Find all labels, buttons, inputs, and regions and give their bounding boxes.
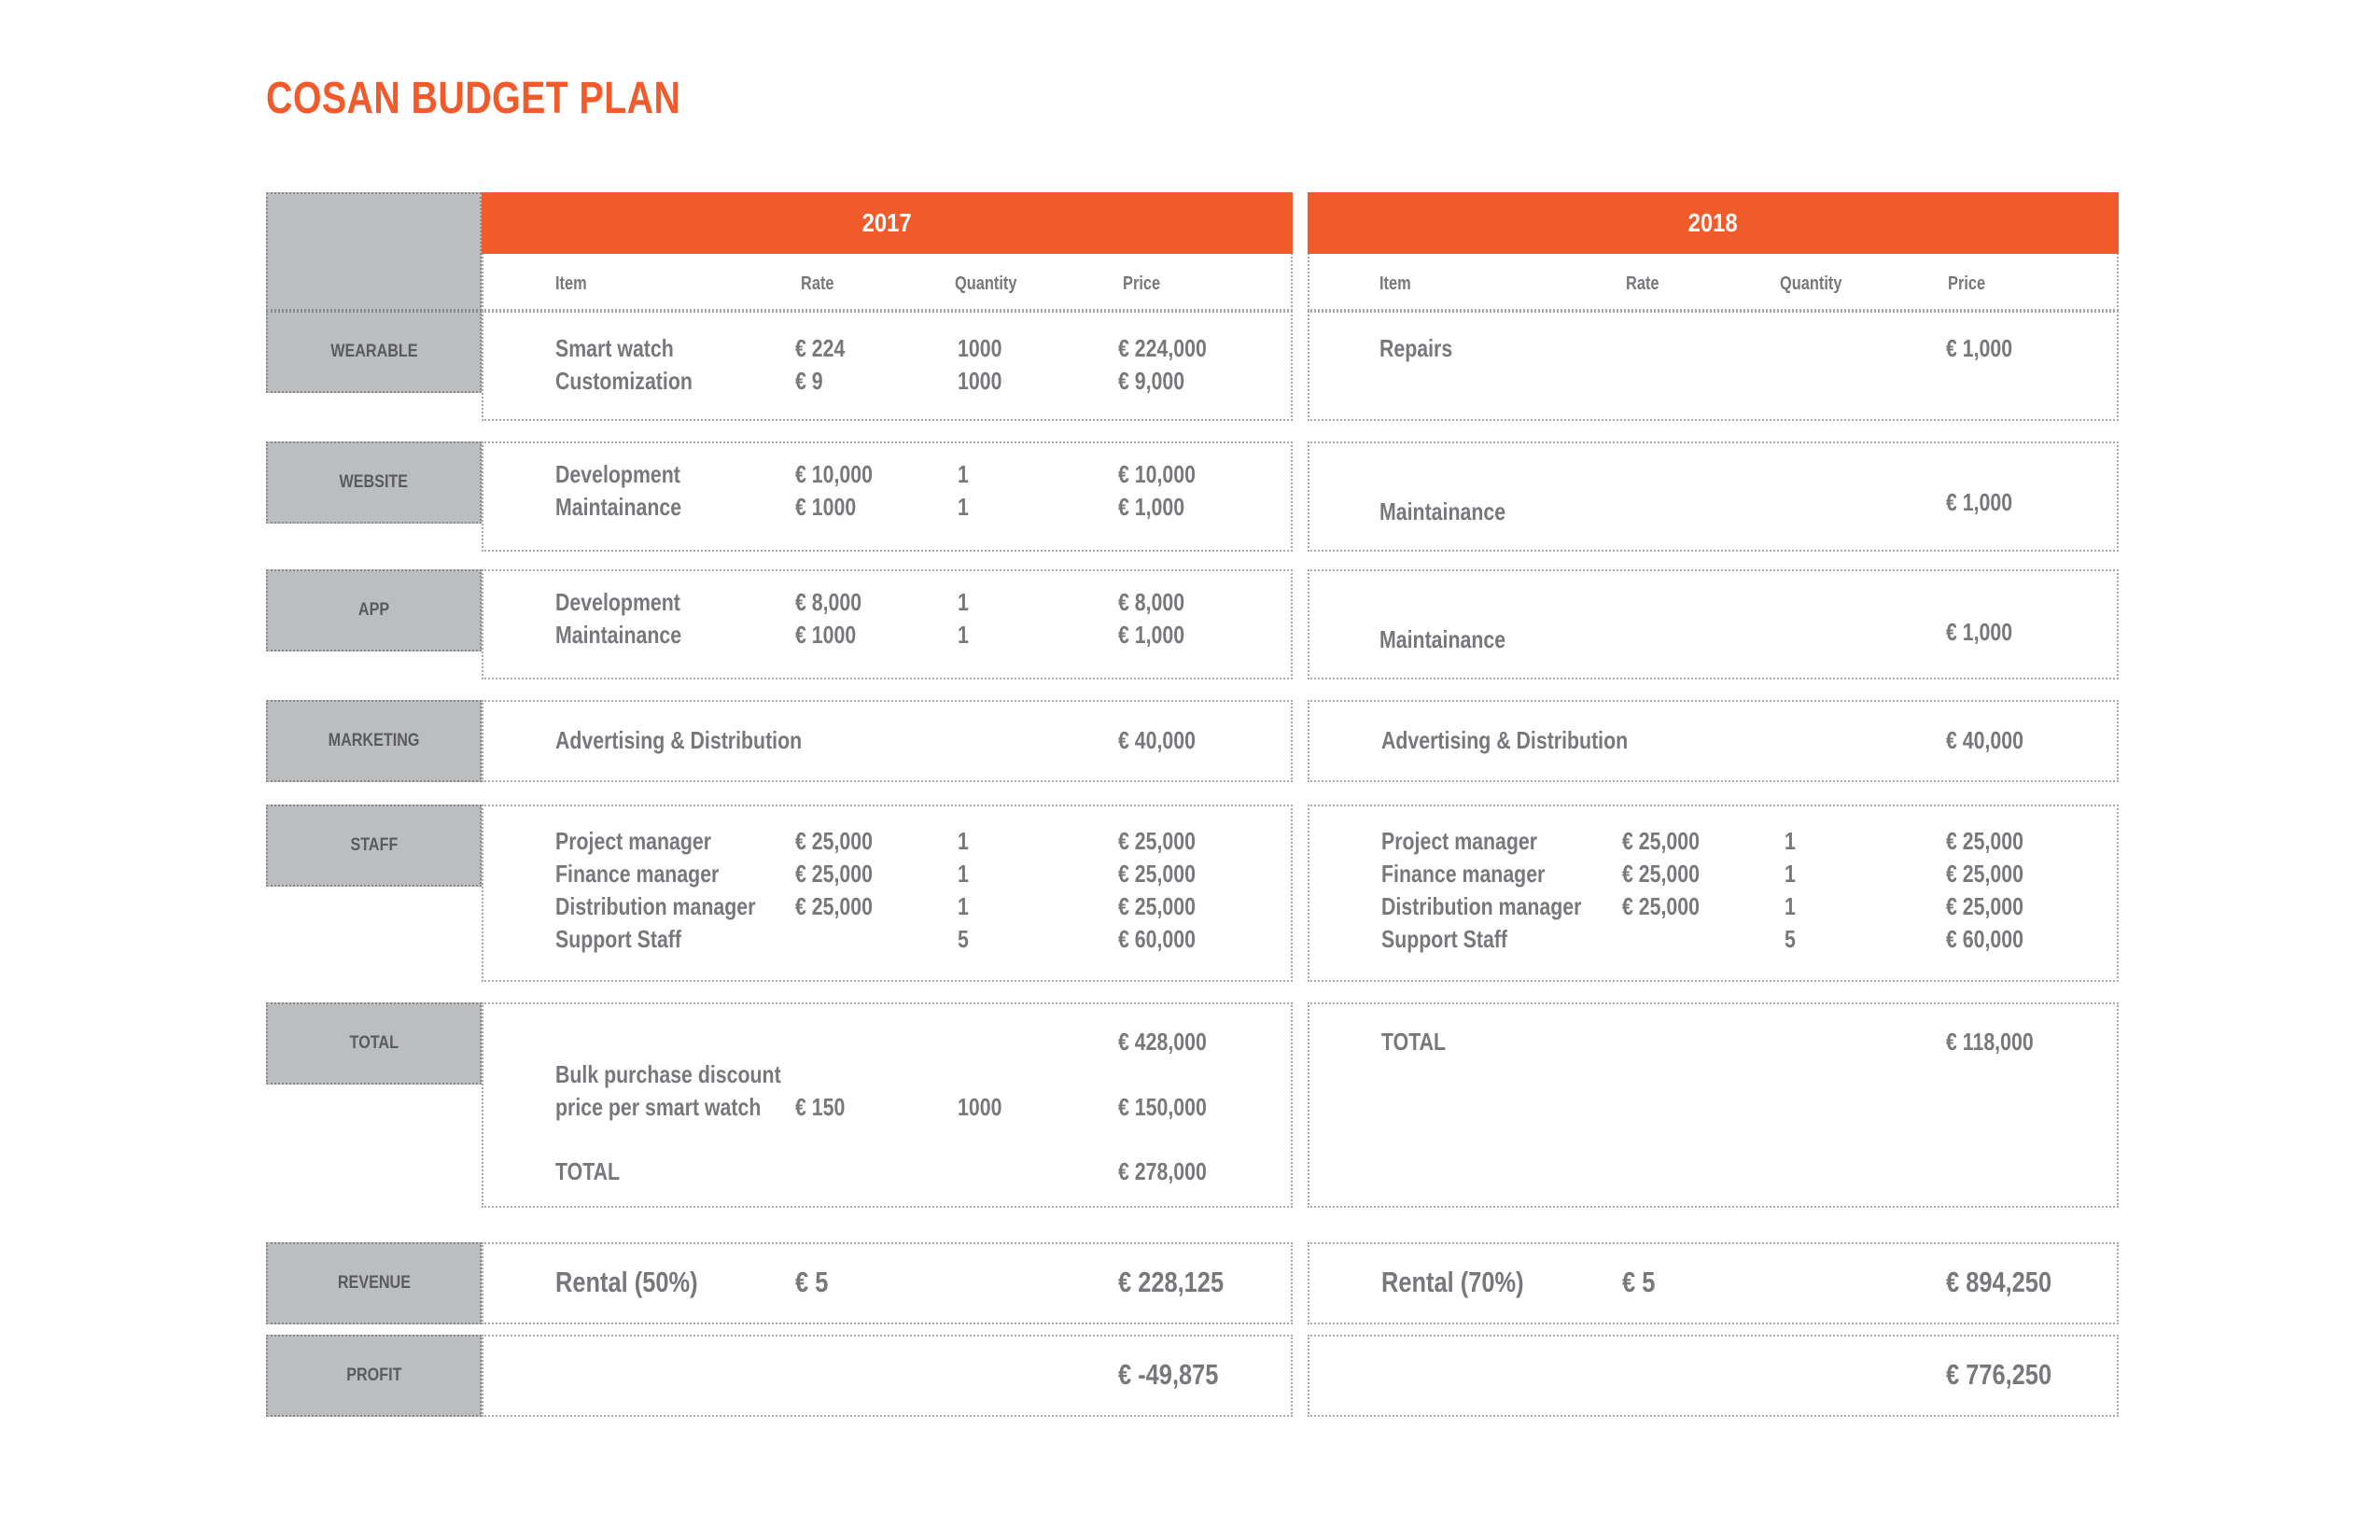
category-total: TOTAL: [266, 1002, 482, 1085]
line-item-name: Development: [555, 460, 680, 488]
year-header-2018: 2018: [1308, 192, 2119, 254]
category-website: WEBSITE: [266, 441, 482, 524]
line-item-rate: € 25,000: [1622, 827, 1700, 855]
category-app: APP: [266, 569, 482, 651]
line-item-price: € 1,000: [1946, 334, 2013, 362]
line-item-price: € 25,000: [1946, 827, 2023, 855]
line-item-name: Maintainance: [555, 493, 682, 521]
col-header-item: Item: [555, 273, 587, 294]
line-item-rate: € 25,000: [1622, 860, 1700, 888]
discount-rate: € 150: [795, 1093, 846, 1121]
total-label: TOTAL: [1381, 1028, 1447, 1056]
page-title: COSAN BUDGET PLAN: [266, 74, 681, 123]
line-item-name: Project manager: [555, 827, 712, 855]
line-item-name: Support Staff: [1381, 925, 1508, 953]
discount-label: Bulk purchase discount: [555, 1060, 781, 1088]
line-item-name: Advertising & Distribution: [1381, 726, 1629, 754]
col-header-quantity: Quantity: [955, 273, 1017, 294]
col-header-price: Price: [1123, 273, 1161, 294]
line-item-name: Maintainance: [1379, 497, 1506, 525]
line-item-qty: 1000: [958, 334, 1002, 362]
line-item-price: € 60,000: [1946, 925, 2023, 953]
line-item-name: Advertising & Distribution: [555, 726, 803, 754]
category-profit: PROFIT: [266, 1335, 482, 1417]
line-item-price: € 1,000: [1118, 493, 1185, 521]
line-item-qty: 1000: [958, 367, 1002, 395]
col-header-price: Price: [1948, 273, 1986, 294]
line-item-name: Finance manager: [555, 860, 720, 888]
line-item-name: Maintainance: [555, 621, 682, 649]
line-item-qty: 5: [958, 925, 969, 953]
line-item-name: Repairs: [1379, 334, 1453, 362]
line-item-qty: 1: [1785, 860, 1796, 888]
line-item-rate: € 1000: [795, 493, 857, 521]
line-item-name: Development: [555, 588, 680, 616]
profit-value: € -49,875: [1118, 1358, 1219, 1391]
line-item-qty: 1: [1785, 827, 1796, 855]
total-price: € 278,000: [1118, 1157, 1207, 1185]
line-item-qty: 1: [958, 493, 969, 521]
col-header-quantity: Quantity: [1780, 273, 1842, 294]
total-label: TOTAL: [555, 1157, 621, 1185]
line-item-rate: € 25,000: [795, 892, 873, 920]
line-item-price: € 9,000: [1118, 367, 1185, 395]
line-item-qty: 1: [958, 460, 969, 488]
line-item-rate: € 9: [795, 367, 823, 395]
line-item-name: Distribution manager: [1381, 892, 1582, 920]
total-price: € 118,000: [1946, 1028, 2034, 1056]
line-item-qty: 1: [1785, 892, 1796, 920]
line-item-price: € 1,000: [1118, 621, 1185, 649]
panel-2017-wearable: [482, 311, 1293, 421]
revenue-price: € 894,250: [1946, 1266, 2052, 1298]
line-item-rate: € 10,000: [795, 460, 873, 488]
line-item-rate: € 25,000: [795, 860, 873, 888]
line-item-price: € 8,000: [1118, 588, 1185, 616]
category-revenue: REVENUE: [266, 1242, 482, 1324]
line-item-price: € 224,000: [1118, 334, 1207, 362]
line-item-price: € 1,000: [1946, 618, 2013, 646]
panel-2018-wearable: [1308, 311, 2119, 421]
line-item-price: € 25,000: [1118, 892, 1196, 920]
line-item-qty: 1: [958, 892, 969, 920]
line-item-price: € 40,000: [1118, 726, 1196, 754]
line-item-rate: € 224: [795, 334, 846, 362]
line-item-rate: € 25,000: [795, 827, 873, 855]
line-item-name: Customization: [555, 367, 693, 395]
line-item-qty: 5: [1785, 925, 1796, 953]
year-header-2017: 2017: [482, 192, 1293, 254]
line-item-name: Maintainance: [1379, 625, 1506, 653]
line-item-price: € 25,000: [1946, 860, 2023, 888]
subtotal-price: € 428,000: [1118, 1028, 1207, 1056]
line-item-price: € 10,000: [1118, 460, 1196, 488]
discount-price: € 150,000: [1118, 1093, 1207, 1121]
revenue-item: Rental (70%): [1381, 1266, 1524, 1298]
line-item-qty: 1: [958, 621, 969, 649]
col-header-item: Item: [1379, 273, 1411, 294]
col-header-rate: Rate: [801, 273, 834, 294]
line-item-name: Finance manager: [1381, 860, 1546, 888]
line-item-rate: € 25,000: [1622, 892, 1700, 920]
line-item-qty: 1: [958, 827, 969, 855]
line-item-price: € 1,000: [1946, 488, 2013, 516]
line-item-qty: 1: [958, 860, 969, 888]
discount-qty: 1000: [958, 1093, 1002, 1121]
discount-label: price per smart watch: [555, 1093, 762, 1121]
col-header-rate: Rate: [1626, 273, 1659, 294]
revenue-rate: € 5: [795, 1266, 829, 1298]
profit-value: € 776,250: [1946, 1358, 2052, 1391]
category-wearable: WEARABLE: [266, 311, 482, 393]
line-item-name: Distribution manager: [555, 892, 756, 920]
line-item-qty: 1: [958, 588, 969, 616]
revenue-price: € 228,125: [1118, 1266, 1225, 1298]
line-item-price: € 25,000: [1118, 827, 1196, 855]
category-marketing: MARKETING: [266, 700, 482, 782]
line-item-name: Support Staff: [555, 925, 682, 953]
revenue-item: Rental (50%): [555, 1266, 698, 1298]
category-header-cell: [266, 192, 482, 311]
revenue-rate: € 5: [1622, 1266, 1656, 1298]
line-item-price: € 25,000: [1946, 892, 2023, 920]
line-item-name: Project manager: [1381, 827, 1538, 855]
category-staff: STAFF: [266, 805, 482, 887]
line-item-price: € 60,000: [1118, 925, 1196, 953]
line-item-rate: € 1000: [795, 621, 857, 649]
line-item-price: € 25,000: [1118, 860, 1196, 888]
line-item-name: Smart watch: [555, 334, 674, 362]
line-item-price: € 40,000: [1946, 726, 2023, 754]
line-item-rate: € 8,000: [795, 588, 862, 616]
